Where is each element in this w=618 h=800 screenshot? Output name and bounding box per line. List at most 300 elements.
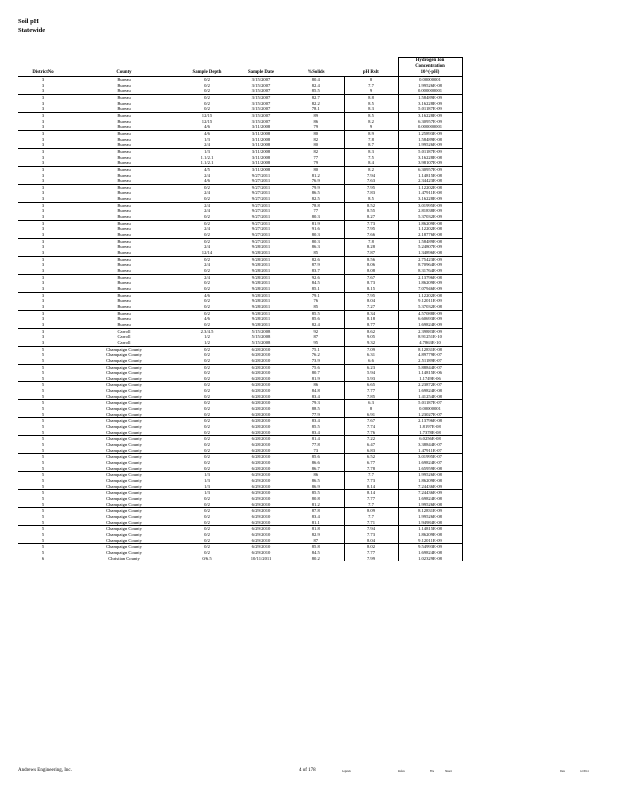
cell-date: 5/15/2008 (251, 334, 271, 340)
cell-hydrogen-ion: 7.24436E-09 (398, 490, 462, 496)
cell-date: 6/28/2010 (251, 370, 271, 376)
cell-county: Bureau (117, 136, 131, 142)
cell-date: 3/11/2008 (251, 124, 271, 130)
cell-solids: 92.6 (288, 274, 344, 280)
cell-date: 3/15/2007 (251, 88, 271, 94)
cell-district: 3 (41, 268, 45, 273)
cell-date: 9/28/2011 (251, 321, 271, 327)
cell-district: 3 (18, 202, 68, 208)
cell-ph: 7.77 (344, 550, 398, 556)
cell-hydrogen-ion: 1.12202E-08 (398, 184, 462, 190)
cell-ph: 8.02 (344, 544, 398, 550)
cell-hydrogen-ion: 8.70964E-09 (398, 262, 462, 268)
cell-hydrogen-ion: 1.86209E-08 (398, 532, 462, 538)
cell-district: 5 (18, 436, 68, 442)
cell-hydrogen-ion: 1.1749E-06 (398, 376, 462, 382)
cell-hydrogen-ion: 2.13796E-08 (398, 418, 462, 424)
hi-header-line3: 10^(-pH) (420, 70, 440, 75)
cell-county: Champaign County (106, 442, 142, 448)
cell-depth: 0/2 (204, 268, 210, 273)
cell-county: Champaign County (68, 490, 180, 496)
cell-depth: 0/2 (204, 465, 210, 471)
cell-hydrogen-ion: 1.69824E-09 (398, 322, 462, 328)
cell-district: 5 (41, 465, 45, 471)
cell-solids: 82.4 (311, 321, 320, 327)
cell-depth: 0/2 (204, 537, 210, 543)
cell-ph: 8.04 (344, 298, 398, 304)
cell-district: 5 (41, 477, 45, 483)
cell-depth: 0/2 (204, 429, 210, 435)
cell-date: 6/28/2010 (251, 447, 271, 453)
cell-date: 3/15/2007 (234, 77, 288, 83)
cell-county: Champaign County (106, 406, 142, 412)
cell-county: Champaign County (106, 460, 142, 465)
cell-depth: 0/2 (180, 364, 234, 370)
cell-ph: 8.04 (344, 538, 398, 544)
cell-date: 6/29/2010 (251, 519, 271, 525)
cell-district: 3 (18, 238, 68, 244)
cell-hydrogen-ion: 5.01187E-09 (398, 148, 462, 154)
cell-hydrogen-ion: 1.69824E-07 (398, 460, 462, 466)
cell-district: 3 (41, 316, 45, 322)
cell-depth: 2/4 (180, 274, 234, 280)
cell-county: Champaign County (106, 483, 142, 489)
cell-date: 3/15/2007 (251, 118, 271, 124)
cell-depth: 4/6 (180, 292, 234, 298)
cell-district: 3 (41, 334, 45, 340)
cell-hydrogen-ion: 9.54993E-09 (398, 544, 462, 550)
cell-hydrogen-ion: 5.37032E-08 (398, 304, 462, 310)
cell-depth: 0/2 (204, 411, 210, 417)
cell-depth: 0/2 (204, 82, 210, 88)
cell-date: 9/27/2011 (234, 202, 288, 208)
cell-hydrogen-ion: 1.99526E-08 (398, 83, 462, 89)
cell-date: 6/29/2010 (251, 483, 271, 489)
cell-ph: 6.6 (344, 358, 398, 364)
cell-district: 5 (18, 508, 68, 514)
cell-county: Bureau (117, 280, 131, 286)
cell-date: 9/28/2011 (251, 268, 271, 273)
cell-depth: 0/2 (180, 436, 234, 442)
cell-hydrogen-ion: 1.86209E-09 (398, 280, 462, 286)
cell-solids: 85.5 (311, 88, 320, 94)
cell-hydrogen-ion: 9.12011E-09 (398, 538, 462, 544)
cell-hydrogen-ion: 8.31764E-09 (398, 268, 462, 274)
cell-hydrogen-ion: 1.58489E-08 (398, 137, 462, 143)
cell-hydrogen-ion: 2.13796E-08 (398, 274, 462, 280)
cell-solids: 86.5 (311, 190, 320, 196)
cell-district: 5 (18, 400, 68, 406)
cell-solids: 83.7 (311, 268, 320, 273)
cell-solids: 85 (313, 303, 319, 309)
cell-county: Bureau (117, 262, 131, 268)
cell-solids: 75.6 (288, 364, 344, 370)
cell-depth: 4/6 (180, 130, 234, 136)
cell-county: Champaign County (68, 382, 180, 388)
cell-hydrogen-ion: 1.65959E-08 (398, 466, 462, 472)
cell-ph: 5.94 (344, 370, 398, 376)
cell-ph: 8.4 (344, 160, 398, 166)
cell-solids: 80 (313, 142, 319, 148)
cell-depth: 0/2 (204, 393, 210, 399)
cell-date: 9/28/2011 (234, 256, 288, 262)
report-subtitle: Statewide (18, 27, 46, 34)
footer-meta-2: Refers (398, 770, 405, 773)
cell-county: Champaign County (68, 418, 180, 424)
col-header-date: Sample Date (234, 58, 288, 77)
cell-solids: 85.5 (288, 310, 344, 316)
cell-depth: 0/2 (180, 184, 234, 190)
cell-ph: 8.5 (344, 101, 398, 107)
cell-date: 9/28/2011 (251, 280, 271, 286)
cell-solids: 83.4 (288, 418, 344, 424)
cell-depth: 0/2 (204, 88, 210, 94)
cell-district: 5 (41, 501, 45, 507)
cell-ph: 7.94 (344, 173, 398, 179)
cell-county: Champaign County (68, 526, 180, 532)
cell-ph: 7.67 (344, 274, 398, 280)
cell-district: 3 (18, 184, 68, 190)
cell-ph: 8.55 (344, 208, 398, 214)
cell-date: 9/27/2011 (251, 190, 271, 196)
cell-hydrogen-ion: 4.57088E-09 (398, 310, 462, 316)
cell-ph: 8.18 (344, 316, 398, 322)
cell-solids: 87.8 (288, 508, 344, 514)
cell-solids: 84.5 (311, 280, 320, 286)
cell-solids: 85.5 (288, 490, 344, 496)
cell-date: 3/15/2007 (251, 100, 271, 106)
cell-hydrogen-ion: 1.14815E-08 (398, 526, 462, 532)
footer-meta-6: 12/2014 (580, 770, 589, 773)
cell-district: 5 (18, 346, 68, 352)
table-row (18, 556, 462, 562)
cell-depth: 1.1/2.1 (200, 154, 214, 160)
cell-ph: 7.09 (344, 346, 398, 352)
cell-ph: 7.8 (344, 238, 398, 244)
cell-depth: 0/2 (204, 375, 210, 381)
cell-county: Bureau (68, 94, 180, 100)
cell-hydrogen-ion: 5.88844E-07 (398, 364, 462, 370)
cell-solids: 80.2 (311, 555, 320, 561)
cell-ph: 8.06 (344, 262, 398, 268)
cell-ph: 7.94 (344, 526, 398, 532)
cell-solids: 86 (313, 118, 319, 124)
cell-county: Bureau (117, 124, 131, 130)
cell-district: 5 (41, 483, 45, 489)
cell-date: 9/28/2011 (234, 310, 288, 316)
cell-hydrogen-ion: 7.07946E-09 (398, 286, 462, 292)
cell-ph: 8 (344, 406, 398, 412)
cell-district: 5 (41, 549, 45, 555)
cell-solids: 82.5 (311, 196, 320, 202)
cell-date: 9/28/2011 (251, 316, 271, 322)
cell-solids: 77 (313, 154, 319, 160)
cell-depth: 2/4 (204, 208, 210, 214)
cell-depth: 0/2 (204, 531, 210, 537)
cell-district: 6 (41, 555, 45, 561)
cell-solids: 77 (313, 208, 319, 214)
cell-county: Bureau (117, 88, 131, 94)
cell-depth: 2/4 (204, 190, 210, 196)
cell-county: Champaign County (106, 393, 142, 399)
cell-date: 9/27/2011 (234, 220, 288, 226)
cell-solids: 82.2 (311, 100, 320, 106)
cell-hydrogen-ion: 1.7378E-08 (398, 430, 462, 436)
cell-hydrogen-ion: 1.02329E-08 (398, 556, 462, 562)
cell-county: Bureau (117, 178, 131, 184)
cell-hydrogen-ion: 1.47911E-08 (398, 190, 462, 196)
cell-date: 9/27/2011 (234, 184, 288, 190)
cell-county: Champaign County (106, 424, 142, 430)
cell-ph: 8.5 (344, 112, 398, 118)
cell-district: 5 (41, 429, 45, 435)
cell-solids: 80.3 (311, 232, 320, 238)
cell-solids: 91.6 (311, 226, 320, 232)
cell-depth: 4/5 (180, 166, 234, 172)
cell-county: Bureau (68, 310, 180, 316)
cell-county: Champaign County (68, 346, 180, 352)
cell-solids: 82.4 (311, 82, 320, 88)
cell-district: 5 (41, 370, 45, 376)
cell-solids: 82.7 (288, 94, 344, 100)
cell-district: 3 (41, 232, 45, 238)
cell-ph: 6.47 (344, 442, 398, 448)
cell-solids: 85.8 (288, 544, 344, 550)
cell-depth: 1/3 (180, 490, 234, 496)
cell-district: 3 (41, 321, 45, 327)
cell-county: Bureau (117, 250, 131, 256)
cell-hydrogen-ion: 2.23872E-07 (398, 382, 462, 388)
cell-solids: 80.8 (311, 495, 320, 501)
cell-solids: 86.6 (311, 460, 320, 465)
cell-county: Champaign County (106, 519, 142, 525)
cell-district: 3 (41, 178, 45, 184)
cell-hydrogen-ion: 1.14815E-08 (398, 173, 462, 179)
cell-date: 9/28/2011 (251, 250, 271, 256)
cell-county: Champaign County (68, 400, 180, 406)
cell-county: Bureau (68, 166, 180, 172)
footer-meta-5: Date (560, 770, 565, 773)
cell-depth: 0/2 (204, 519, 210, 525)
cell-district: 3 (18, 112, 68, 118)
cell-hydrogen-ion: 1.14815E-06 (398, 370, 462, 376)
cell-ph: 8.8 (344, 94, 398, 100)
cell-district: 5 (18, 454, 68, 460)
cell-hydrogen-ion: 8.12831E-08 (398, 346, 462, 352)
cell-date: 3/11/2008 (234, 148, 288, 154)
footer-meta-3: File (430, 770, 435, 773)
cell-county: Bureau (68, 220, 180, 226)
cell-ph: 8.27 (344, 214, 398, 220)
footer-meta-1: Legends (342, 770, 351, 773)
cell-county: Champaign County (106, 501, 142, 507)
cell-solids: 80 (288, 166, 344, 172)
cell-county: Carroll (117, 339, 131, 345)
cell-solids: 80 (288, 130, 344, 136)
cell-district: 3 (41, 106, 45, 112)
cell-ph: 7.95 (344, 226, 398, 232)
cell-date: 3/11/2008 (234, 166, 288, 172)
cell-date: 6/28/2010 (251, 352, 271, 358)
cell-hydrogen-ion: 1.23027E-07 (398, 412, 462, 418)
cell-solids: 87.9 (311, 262, 320, 268)
cell-solids: 85.5 (311, 424, 320, 430)
cell-solids: 79.1 (288, 292, 344, 298)
cell-county: Bureau (117, 82, 131, 88)
cell-depth: 2.3/4.5 (180, 328, 234, 334)
cell-solids: 73.9 (311, 357, 320, 363)
cell-depth: 4/6 (204, 178, 210, 184)
cell-date: 9/28/2011 (251, 285, 271, 291)
cell-depth: 12/15 (201, 118, 213, 124)
cell-district: 3 (18, 274, 68, 280)
cell-ph: 8.7 (344, 142, 398, 148)
cell-depth: 12/15 (180, 112, 234, 118)
cell-date: 6/28/2010 (251, 460, 271, 465)
cell-date: 9/27/2011 (251, 226, 271, 232)
cell-hydrogen-ion: 3.01995E-07 (398, 454, 462, 460)
cell-district: 3 (41, 82, 45, 88)
cell-ph: 6.77 (344, 460, 398, 466)
cell-solids: 81.2 (311, 172, 320, 178)
cell-county: Bureau (117, 160, 131, 166)
cell-ph: 8.5 (344, 196, 398, 202)
cell-district: 5 (18, 418, 68, 424)
cell-ph: 6.83 (344, 448, 398, 454)
cell-date: 9/28/2011 (234, 274, 288, 280)
cell-depth: 0/2 (204, 549, 210, 555)
cell-date: 9/27/2011 (251, 172, 271, 178)
cell-county: Champaign County (106, 549, 142, 555)
cell-solids: 83.4 (311, 513, 320, 519)
cell-district: 5 (41, 442, 45, 448)
cell-ph: 8.62 (344, 328, 398, 334)
cell-hydrogen-ion: 2.75423E-09 (398, 256, 462, 262)
cell-date: 6/28/2010 (234, 454, 288, 460)
footer-company: Andrews Engineering, Inc. (18, 768, 72, 773)
cell-district: 5 (41, 375, 45, 381)
cell-date: 3/11/2008 (251, 136, 271, 142)
cell-solids: 82 (288, 148, 344, 154)
cell-date: 6/28/2010 (251, 424, 271, 430)
cell-solids: 79 (313, 124, 319, 130)
cell-county: Bureau (117, 303, 131, 309)
cell-depth: 0/2 (204, 501, 210, 507)
cell-depth: 0/2 (204, 352, 210, 358)
cell-ph: 7.66 (344, 232, 398, 238)
cell-ph: 8.9 (344, 130, 398, 136)
cell-hydrogen-ion: 1.69824E-08 (398, 496, 462, 502)
cell-solids: 92 (288, 328, 344, 334)
cell-county: Champaign County (68, 436, 180, 442)
cell-depth: 0/2 (180, 256, 234, 262)
footer-meta-4: Sheet1 (445, 770, 453, 773)
cell-date: 3/11/2008 (234, 130, 288, 136)
cell-ph: 9 (344, 124, 398, 130)
table-body (18, 77, 462, 562)
cell-district: 5 (41, 352, 45, 358)
cell-hydrogen-ion: 3.98107E-09 (398, 160, 462, 166)
cell-hydrogen-ion: 7.24436E-09 (398, 484, 462, 490)
cell-date: 9/28/2011 (234, 292, 288, 298)
cell-county: Bureau (117, 190, 131, 196)
cell-district: 3 (41, 160, 45, 166)
cell-date: 5/15/2008 (251, 339, 271, 345)
cell-county: Champaign County (106, 411, 142, 417)
cell-county: Champaign County (106, 465, 142, 471)
cell-solids: 82.9 (311, 531, 320, 537)
cell-county: Bureau (68, 112, 180, 118)
cell-district: 3 (41, 100, 45, 106)
cell-ph: 8.3 (344, 148, 398, 154)
cell-hydrogen-ion: 1.99526E-08 (398, 502, 462, 508)
cell-date: 6/28/2010 (234, 400, 288, 406)
cell-hydrogen-ion: 5.24807E-09 (398, 244, 462, 250)
cell-hydrogen-ion: 9.12011E-09 (398, 298, 462, 304)
cell-ph: 6.31 (344, 352, 398, 358)
cell-county: Bureau (117, 285, 131, 291)
cell-solids: 83.4 (311, 429, 320, 435)
cell-district: 3 (41, 196, 45, 202)
cell-county: Christian County (108, 555, 140, 561)
cell-hydrogen-ion: 3.16228E-09 (398, 101, 462, 107)
cell-hydrogen-ion: 2.18776E-08 (398, 232, 462, 238)
cell-depth: 0/2 (204, 280, 210, 286)
cell-solids: 81.8 (288, 526, 344, 532)
cell-ph: 8.28 (344, 244, 398, 250)
cell-county: Champaign County (68, 508, 180, 514)
col-header-hydrogen-ion (398, 58, 462, 77)
cell-date: 6/29/2010 (251, 537, 271, 543)
cell-county: Champaign County (106, 513, 142, 519)
cell-ph: 8.77 (344, 322, 398, 328)
cell-county: Carroll (68, 328, 180, 334)
cell-solids: 79.3 (288, 400, 344, 406)
cell-district: 3 (41, 190, 45, 196)
cell-date: 6/29/2010 (251, 495, 271, 501)
cell-ph: 8.08 (344, 268, 398, 274)
cell-district: 5 (18, 472, 68, 478)
cell-solids: 81.4 (288, 436, 344, 442)
cell-depth: 0/2 (180, 400, 234, 406)
cell-date: 9/27/2011 (251, 232, 271, 238)
cell-depth: 12/14 (201, 250, 213, 256)
cell-depth: 0/2 (180, 310, 234, 316)
cell-county: Bureau (117, 244, 131, 250)
cell-depth: 0/2 (204, 100, 210, 106)
col-header-county: County (68, 58, 180, 77)
cell-county: Bureau (68, 202, 180, 208)
cell-hydrogen-ion: 8.12831E-09 (398, 508, 462, 514)
cell-county: Champaign County (106, 357, 142, 363)
cell-district: 3 (41, 124, 45, 130)
cell-district: 3 (18, 256, 68, 262)
cell-district: 3 (41, 285, 45, 291)
cell-hydrogen-ion: 0.00000001 (398, 406, 462, 412)
cell-ph: 7.5 (344, 155, 398, 161)
cell-solids: 95 (313, 339, 319, 345)
cell-date: 6/28/2010 (251, 406, 271, 412)
cell-ph: 6.3 (344, 400, 398, 406)
cell-hydrogen-ion: 1.8197E-08 (398, 424, 462, 430)
cell-date: 9/28/2011 (251, 244, 271, 250)
cell-date: 9/27/2011 (251, 178, 271, 184)
cell-county: Champaign County (68, 472, 180, 478)
cell-solids: 86 (288, 382, 344, 388)
cell-hydrogen-ion: 4.7863E-10 (398, 340, 462, 346)
footer-page-number: 4 of 178 (299, 768, 316, 773)
cell-county: Bureau (117, 154, 131, 160)
